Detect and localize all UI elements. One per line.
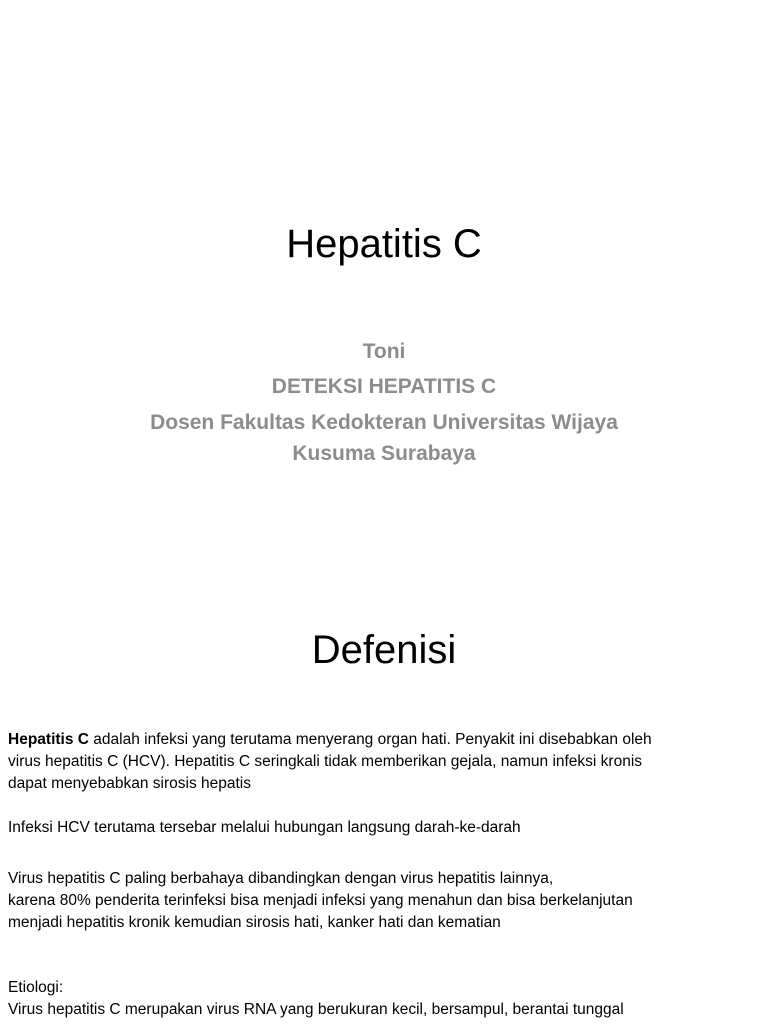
paragraph-line: dapat menyebabkan sirosis hepatis [8, 775, 251, 792]
author-institution: Dosen Fakultas Kedokteran Universitas Wijaya Kusuma Surabaya [150, 411, 618, 465]
presentation-topic: DETEKSI HEPATITIS C [271, 375, 497, 398]
paragraph-line: Virus hepatitis C paling berbahaya dibandingkan dengan virus hepatitis lainnya, [8, 870, 554, 887]
definition-heading: Defenisi [311, 628, 457, 672]
paragraph-danger [8, 868, 748, 934]
paragraph-etiology [8, 977, 748, 1021]
slide-title-heading: Hepatitis C [286, 222, 482, 266]
slide-definition [0, 576, 768, 1024]
paragraph-line: menjadi hepatitis kronik kemudian sirosis hati, kanker hati dan kematian [8, 914, 501, 931]
paragraph-transmission: Infeksi HCV terutama tersebar melalui hubungan langsung darah-ke-darah [8, 819, 521, 836]
paragraph-line: virus hepatitis C (HCV). Hepatitis C seringkali tidak memberikan gejala, namun infeksi kronis [8, 753, 643, 770]
paragraph-definition [8, 729, 748, 795]
hepatitis-c-term: Hepatitis C [8, 731, 89, 748]
slide-subtitle [110, 334, 658, 469]
paragraph-text: adalah infeksi yang terutama menyerang organ hati. Penyakit ini disebabkan oleh [88, 731, 652, 748]
paragraph-line: Virus hepatitis C merupakan virus RNA yang berukuran kecil, bersampul, berantai tunggal [8, 1001, 624, 1018]
author-name: Toni [362, 340, 406, 363]
definition-body [8, 729, 748, 1021]
paragraph-line [8, 729, 748, 751]
etiology-label: Etiologi: [8, 979, 64, 996]
paragraph-line: karena 80% penderita terinfeksi bisa menjadi infeksi yang menahun dan bisa berkelanjutan [8, 892, 633, 909]
